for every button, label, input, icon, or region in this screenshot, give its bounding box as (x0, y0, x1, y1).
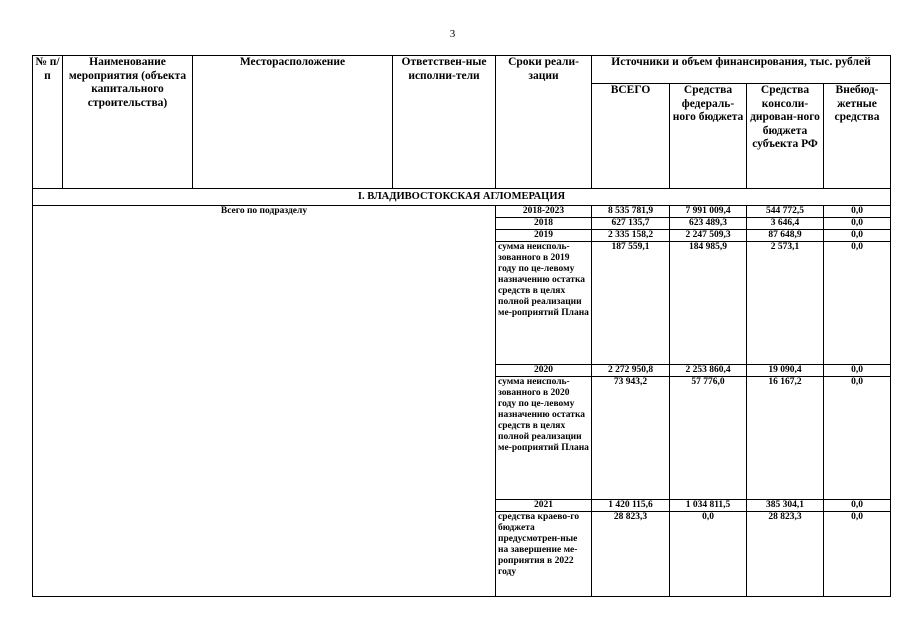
total-cell: 187 559,1 (592, 242, 670, 365)
federal-cell: 7 991 009,4 (670, 206, 747, 218)
extra-cell: 0,0 (824, 377, 891, 500)
total-cell: 2 335 158,2 (592, 230, 670, 242)
page-number: 3 (449, 28, 456, 40)
federal-cell: 184 985,9 (670, 242, 747, 365)
regional-cell: 544 772,5 (747, 206, 824, 218)
term-cell: сумма неисполь-зованного в 2020 году по це-левому назначению остатка средств в целях полной реализации ме-роприятий Плана (496, 377, 592, 500)
table-row (33, 206, 891, 218)
col-location-header: Месторасположение (193, 56, 393, 189)
section-title: I. ВЛАДИВОСТОКСКАЯ АГЛОМЕРАЦИЯ (33, 189, 891, 206)
col-no-header: № п/ п (33, 56, 63, 189)
total-cell: 28 823,3 (592, 512, 670, 597)
extra-cell: 0,0 (824, 500, 891, 512)
regional-cell: 385 304,1 (747, 500, 824, 512)
federal-cell: 57 776,0 (670, 377, 747, 500)
header-row-1 (33, 56, 891, 84)
federal-cell: 623 489,3 (670, 218, 747, 230)
total-cell: 2 272 950,8 (592, 365, 670, 377)
federal-cell: 2 253 860,4 (670, 365, 747, 377)
extra-cell: 0,0 (824, 230, 891, 242)
term-cell: 2020 (496, 365, 592, 377)
financing-table (32, 55, 891, 597)
extra-cell: 0,0 (824, 218, 891, 230)
regional-cell: 3 646,4 (747, 218, 824, 230)
federal-cell: 0,0 (670, 512, 747, 597)
regional-cell: 2 573,1 (747, 242, 824, 365)
federal-cell: 2 247 509,3 (670, 230, 747, 242)
extra-cell: 0,0 (824, 206, 891, 218)
extra-cell: 0,0 (824, 242, 891, 365)
term-cell: средства краево-го бюджета предусмотрен-ные на завершение ме-роприятия в 2022 году (496, 512, 592, 597)
section-row (33, 189, 891, 206)
regional-cell: 19 090,4 (747, 365, 824, 377)
term-cell: 2021 (496, 500, 592, 512)
regional-cell: 16 167,2 (747, 377, 824, 500)
total-cell: 627 135,7 (592, 218, 670, 230)
col-responsible-header: Ответствен-ные исполни-тели (393, 56, 496, 189)
regional-cell: 87 648,9 (747, 230, 824, 242)
subtotal-label: Всего по подразделу (33, 206, 496, 597)
total-cell: 73 943,2 (592, 377, 670, 500)
col-regional-header: Средства консоли-дирован-ного бюджета субъекта РФ (747, 84, 824, 189)
term-cell: 2018 (496, 218, 592, 230)
term-cell: 2018-2023 (496, 206, 592, 218)
extra-cell: 0,0 (824, 512, 891, 597)
total-cell: 8 535 781,9 (592, 206, 670, 218)
term-cell: сумма неисполь-зованного в 2019 году по це-левому назначению остатка средств в целях полной реализации ме-роприятий Плана (496, 242, 592, 365)
total-cell: 1 420 115,6 (592, 500, 670, 512)
col-terms-header: Сроки реали-зации (496, 56, 592, 189)
col-name-header: Наименование мероприятия (объекта капитального строительства) (63, 56, 193, 189)
term-cell: 2019 (496, 230, 592, 242)
col-funding-group-header: Источники и объем финансирования, тыс. рублей (592, 56, 891, 84)
col-total-header: ВСЕГО (592, 84, 670, 189)
federal-cell: 1 034 811,5 (670, 500, 747, 512)
regional-cell: 28 823,3 (747, 512, 824, 597)
col-extra-header: Внебюд-жетные средства (824, 84, 891, 189)
extra-cell: 0,0 (824, 365, 891, 377)
col-federal-header: Средства федераль-ного бюджета (670, 84, 747, 189)
